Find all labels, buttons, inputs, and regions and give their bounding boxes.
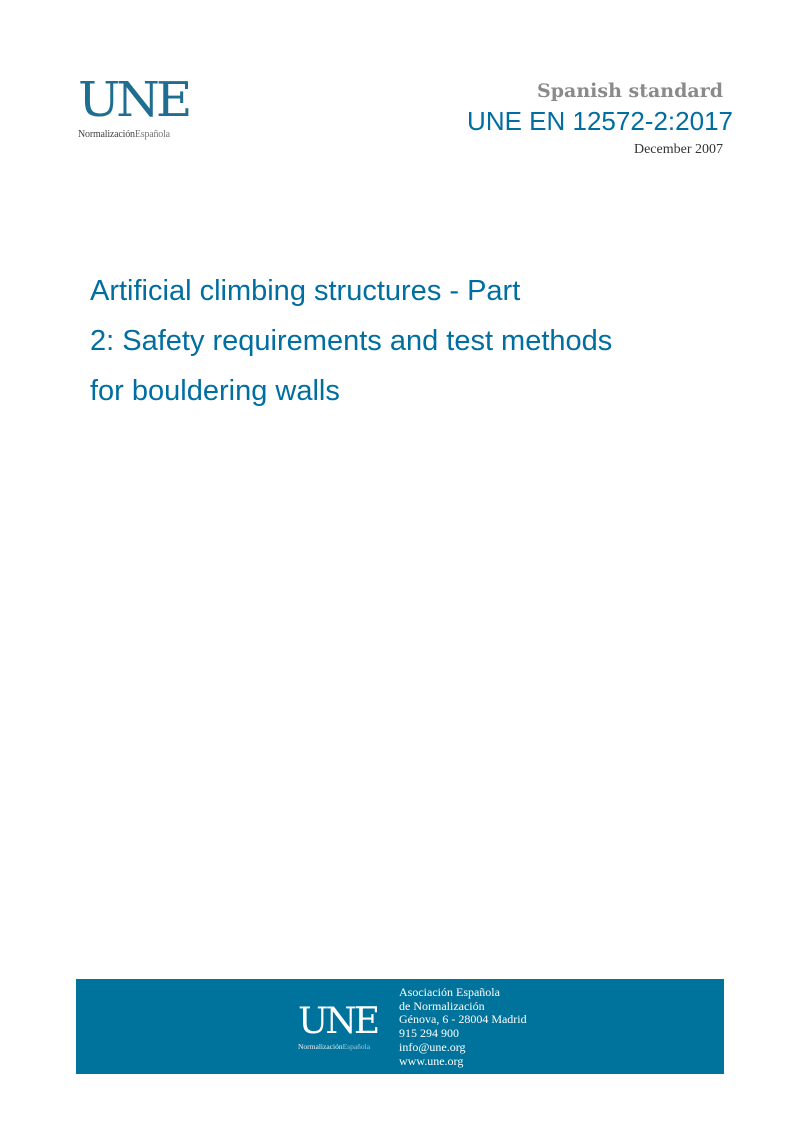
footer-logo-sub-espanola: Española (342, 1042, 371, 1051)
footer-org-name-line1: Asociación Española (399, 985, 500, 999)
footer-website[interactable]: www.une.org (399, 1053, 464, 1068)
standard-code: UNE EN 12572-2:2017 (467, 106, 733, 136)
footer-logo-sub-normalizacion: Normalización (298, 1042, 343, 1051)
logo-sub-normalizacion: Normalización (78, 129, 135, 140)
logo-subtitle (78, 129, 188, 141)
une-logo (78, 72, 189, 141)
standard-date: December 2007 (633, 142, 723, 157)
standard-label: Spanish standard (537, 80, 723, 102)
title-line: Artificial climbing structures - Part (90, 275, 521, 307)
footer-email[interactable]: info@une.org (399, 1039, 466, 1054)
footer-logo-mark: UNE (298, 1001, 378, 1042)
footer-phone: 915 294 900 (399, 1026, 459, 1041)
footer-org-name-line2: de Normalización (399, 998, 485, 1013)
logo-mark: UNE (78, 72, 189, 128)
footer-une-logo (298, 1001, 378, 1051)
logo-sub-espanola: Española (134, 129, 170, 140)
footer-contact-info (399, 986, 527, 1068)
standard-header (467, 78, 733, 160)
footer-band (76, 979, 724, 1074)
footer-logo-subtitle (298, 1042, 377, 1051)
title-line: for bouldering walls (90, 375, 340, 407)
document-title (90, 266, 690, 416)
footer-address: Génova, 6 - 28004 Madrid (399, 1012, 527, 1027)
title-line: 2: Safety requirements and test methods (90, 325, 613, 357)
